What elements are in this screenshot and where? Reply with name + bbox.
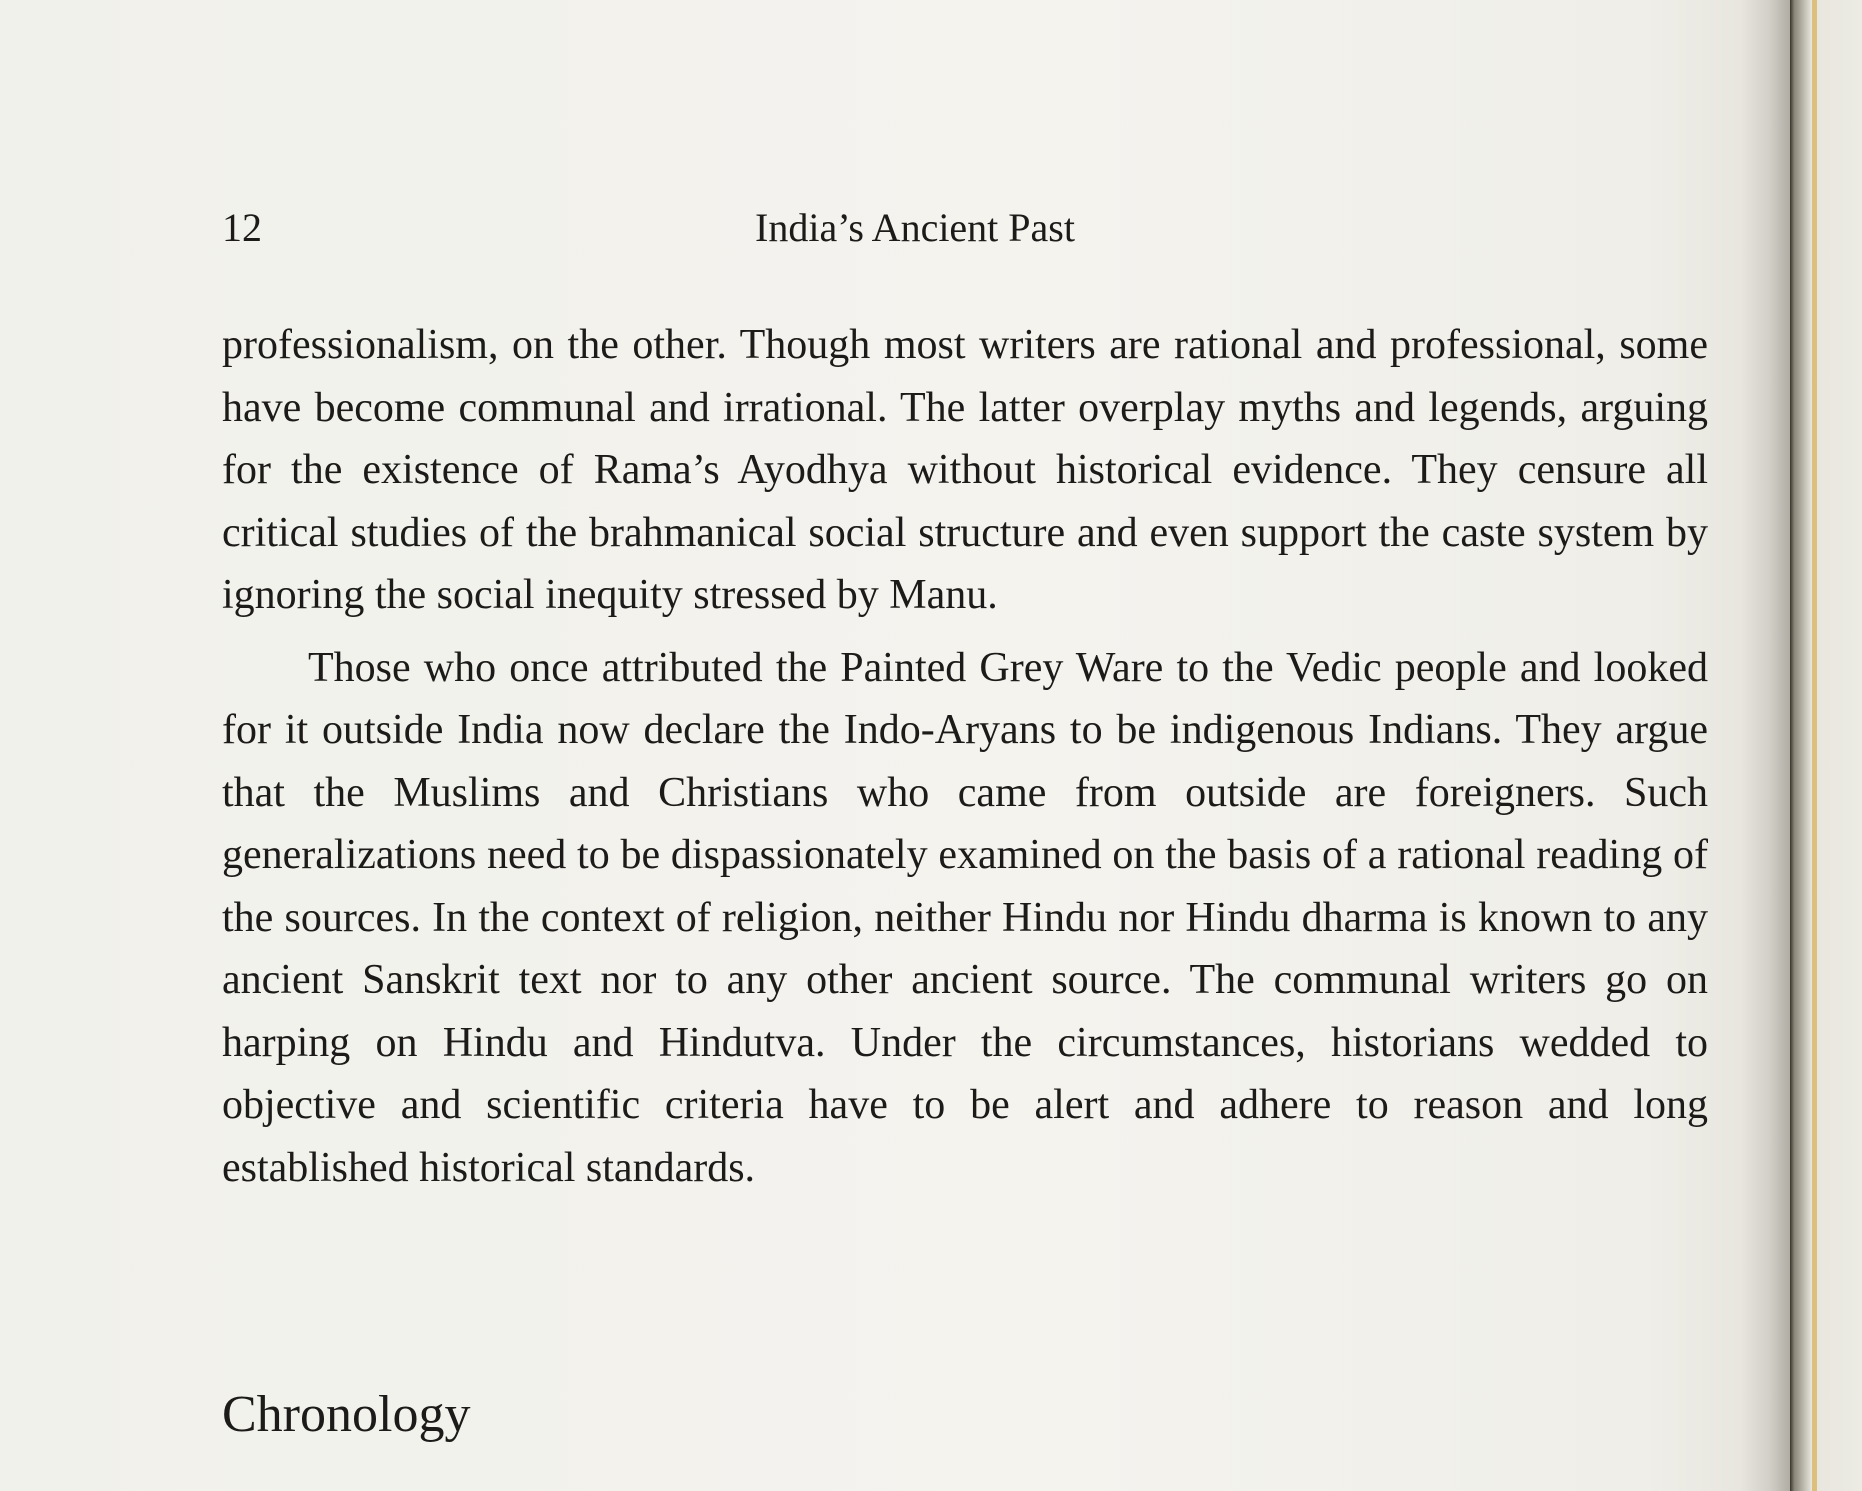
page-gilt-edge: [1812, 0, 1817, 1491]
facing-page-edge: [1790, 0, 1862, 1491]
paragraph-2: Those who once attributed the Painted Grey Ware to the Vedic people and looked for it outside India now declare the Indo-Aryans to be indigenous Indians. They argue that the Muslims and Christians who came from outside are foreigners. Such generalizations need to be dispassionately examined on the basis of a rational reading of the sources. In the context of religion, neither Hindu nor Hindu dharma is known to any ancient Sanskrit text nor to any other ancient source. The communal writers go on harping on Hindu and Hindutva. Under the circumstances, historians wedded to objective and scientific criteria have to be alert and adhere to reason and long established historical standards.: [222, 644, 1708, 1191]
gutter-shadow: [1740, 0, 1790, 1491]
body-text: [222, 314, 1708, 1199]
running-head: [222, 198, 1708, 258]
section-heading: Chronology: [222, 1386, 471, 1443]
paragraph-1: professionalism, on the other. Though most writers are rational and professional, some have become communal and irrational. The latter overplay myths and legends, arguing for the existence of Rama’s Ayodhya without historical evidence. They censure all critical studies of the brahmanical social structure and even support the caste system by ignoring the social inequity stressed by Manu.: [222, 322, 1708, 618]
book-title: India’s Ancient Past: [755, 205, 1075, 250]
page-number: 12: [222, 205, 262, 250]
